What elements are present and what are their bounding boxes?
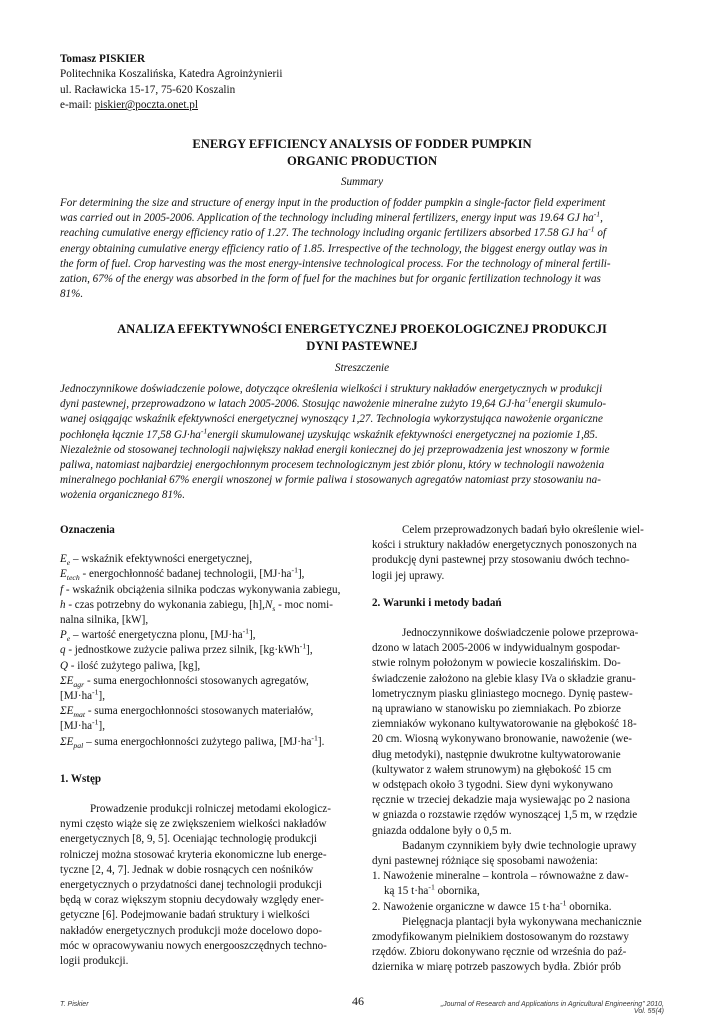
abstract-line: dyni pastewnej, przeprowadzono w latach 2005-2006. Stosując nawożenie mineralne zużyto 19,64 $GJ\cdot ha^{-1}energii$ skumulo- — [60, 395, 607, 411]
notation-item: $\Sigma E_{pal}$ – suma energochłonności zużytego paliwa, $[MJ\cdot ha^{-1}]$. — [60, 732, 325, 750]
author-email-link[interactable]: piskier@poczta.onet.pl — [94, 99, 198, 112]
author-name: Tomasz PISKIER — [60, 53, 146, 65]
methods-paragraph: Jednoczynnikowe doświadczenie polowe przeprowa- dzono w latach 2005-2006 w indywidualnym gospodar- stwie rolnym położonym w powiecie koszalińskim. Do- świadczenie założono na glebie klasy IVa o składzie granu- lometrycznym piasku gliniastego mocnego. Dynię pastew- ną uprawiano w stanowisku po ziemniakach. Po zbiorze ziemniaków wykonano kultywatorowanie na głębokość 18- 20 cm. Wiosną wykonywano bronowanie, nawożenie (we- dług metodyki), następnie dwukrotne kultywatorowanie (kultywator z wałem strunowym) na głębokość 15 cm w odstępach około 3 tygodni. Siew dyni wykonywano ręcznie w trzeciej dekadzie maja wysiewając po 2 nasiona w gniazda o rozstawie rzędów wynoszącej 1,5 m, w rzędzie gniazda oddalone były o 0,5 m. — [372, 627, 639, 837]
abstract-line: reaching cumulative energy efficiency ratio of 1.27. The technology including organic fertilizers absorbed 17.58 GJ $ha^{-1}$ of — [60, 224, 606, 240]
abstract-line: wożenia organicznego 81%. — [60, 489, 185, 502]
abstract-line: wanej osiągając wskaźnik efektywności energetycznej wynoszący 1,27. Technologia wykorzystująca nawożenie organiczne — [60, 413, 603, 426]
notation-item: q - jednostkowe zużycie paliwa przez silnik, [kg·kWh$^{-1}$], — [60, 641, 313, 657]
list-item: ką 15 $t\cdot ha^{-1}$ obornika, — [384, 882, 480, 898]
abstract-line: the form of fuel. Crop harvesting was the most energy-intensive technological process. For the technology of mineral fertili- — [60, 257, 611, 270]
abstract-line: 81%. — [60, 288, 84, 301]
intro-heading: 1. Wstęp — [60, 772, 102, 785]
notation-item: $[MJ\cdot ha^{-1}]$, — [60, 717, 105, 733]
left-column — [60, 523, 350, 969]
intro-paragraph: Prowadzenie produkcji rolniczej metodami ekologicz- nymi często wiąże się ze zwiększeniem wielkości nakładów energetycznych [8, 9, 5]. Oceniając technologię produkcji rolniczej można stosować kryteria ekonomiczne lub energe- tyczne [2, 4, 7]. Jednak w dobie rosnących cen nośników energetycznych o przydatności danej technologii produkcji będą w coraz większym stopniu decydowały względy ener- getyczne [6]. Podejmowanie badań struktury i wielkości nakładów energetycznych produkcji może docelowo dopo- móc w opracowywaniu nowych energooszczędnych techno- logii produkcji. — [60, 803, 331, 968]
notation-item: f - wskaźnik obciążenia silnika podczas wykonywania zabiegu, — [60, 583, 341, 596]
author-email-line — [60, 98, 282, 113]
abstract-line: was carried out in 2005-2006. Application of the technology including mineral fertilizers, energy input was 19.64 GJ $ha^{-1}$, — [60, 209, 603, 225]
notation-heading: Oznaczenia — [60, 524, 115, 536]
methods-heading: 2. Warunki i metody badań — [372, 596, 502, 609]
abstract-line: mineralnego pochłaniał 67% energii wnoszonej w formie paliwa i stosowanych agregatów natomiast przy stosowaniu na- — [60, 474, 601, 487]
polish-summary-label: Streszczenie — [334, 362, 390, 374]
notation-item: $[MJ\cdot ha^{-1}]$, — [60, 687, 105, 703]
abstract-line: zation, 67% of the energy was absorbed in the form of fuel for the machines but for organic fertilization technology it was — [60, 273, 601, 286]
list-item: 1. Nawożenie mineralne – kontrola – równoważne z daw- — [372, 870, 629, 883]
polish-title-line1: ANALIZA EFEKTYWNOŚCI ENERGETYCZNEJ PROEKOLOGICZNEJ PRODUKCJI — [117, 322, 607, 336]
author-block — [60, 52, 282, 114]
notation-item: h - czas potrzebny do wykonania zabiegu, $[h],N_s$ - moc nomi- — [60, 598, 333, 614]
abstract-line: paliwa, natomiast najbardziej energochłonnym procesem technologicznym jest zbiór plonu, który w technologii nawożenia — [60, 459, 605, 472]
abstract-line: Niezależnie od stosowanej technologii największy nakład energii koniecznej do jej przeprowadzenia jest wnoszony w formie — [60, 443, 610, 456]
care-paragraph: Pielęgnacja plantacji była wykonywana mechanicznie zmodyfikowanym pielnikiem dostosowanym do rozstawy rzędów. Zbioru dokonywano ręcznie od września do paź- dziernika w miarę potrzeb paszowych bydła. Zbiór prób — [372, 915, 642, 974]
factor-paragraph: Badanym czynnikiem były dwie technologie uprawy dyni pastewnej różniące się sposobami nawożenia: 1. Nawożenie mineralne – kontrola – równoważne z daw- ką 15 $t\cdot ha^{-1}$ obornika, 2. Nawożenie organiczne w dawce 15 $t\cdot ha^{-1}$ obornika. — [372, 839, 666, 915]
notation-list — [60, 552, 350, 750]
right-column — [372, 523, 666, 976]
english-title-line2: ORGANIC PRODUCTION — [286, 154, 438, 168]
abstract-line: Jednoczynnikowe doświadczenie polowe, dotyczące określenia wielkości i struktury nakładów energetycznych w produkcji — [60, 383, 603, 395]
notation-item: $P_e$ – wartość energetyczna plonu, $[MJ\cdot ha^{-1}]$, — [60, 626, 256, 644]
notation-item: $\Sigma E_{agr}$ - suma energochłonności stosowanych agregatów, — [60, 674, 309, 690]
list-item: 2. Nawożenie organiczne w dawce 15 $t\cdot ha^{-1}$ obornika. — [372, 897, 612, 913]
notation-item: nalna silnika, [kW], — [60, 614, 149, 627]
author-address: ul. Racławicka 15-17, 75-620 Koszalin — [60, 83, 236, 96]
english-title-line1: ENERGY EFFICIENCY ANALYSIS OF FODDER PUMPKIN — [192, 137, 532, 151]
abstract-line: energy obtaining cumulative energy efficiency ratio of 1.85. Irrespective of the technology, the biggest energy outlay was in — [60, 242, 608, 255]
notation-item: $E_{tech}$ - energochłonność badanej technologii, $[MJ\cdot ha^{-1}]$, — [60, 565, 305, 583]
notation-item: Q - ilość zużytego paliwa, [kg], — [60, 659, 201, 672]
aim-paragraph: Celem przeprowadzonych badań było określenie wiel- kości i struktury nakładów energetycznych ponoszonych na produkcję dyni pastewnej przy stosowaniu dwóch techno- logii jej uprawy. — [372, 524, 644, 582]
abstract-line: For determining the size and structure of energy input in the production of fodder pumpkin a single-factor field experiment — [60, 197, 606, 209]
footer-author: T. Piskier — [60, 1001, 89, 1008]
english-summary-label: Summary — [340, 176, 384, 188]
polish-title-line2: DYNI PASTEWNEJ — [306, 339, 418, 353]
author-email-label: e-mail: — [60, 99, 95, 112]
polish-abstract — [60, 382, 664, 504]
english-title — [60, 136, 664, 170]
notation-item: $\Sigma E_{mat}$ - suma energochłonności stosowanych materiałów, — [60, 705, 314, 720]
notation-item: $E_e$ – wskaźnik efektywności energetycznej, — [60, 553, 253, 568]
page-number: 46 — [352, 994, 364, 1008]
english-abstract — [60, 196, 664, 302]
abstract-line: pochłonęła łącznie 17,58 $GJ\cdot ha^{-1}energii$ skumulowanej uzyskując wskaźnik efektywności energetycznej na poziomie 1,85. — [60, 425, 598, 441]
polish-title — [60, 321, 664, 355]
author-institution: Politechnika Koszalińska, Katedra Agroinżynierii — [60, 68, 283, 81]
footer-journal: „Journal of Research and Applications in Agricultural Engineering” 2010, Vol. 55(4) — [440, 1001, 664, 1015]
